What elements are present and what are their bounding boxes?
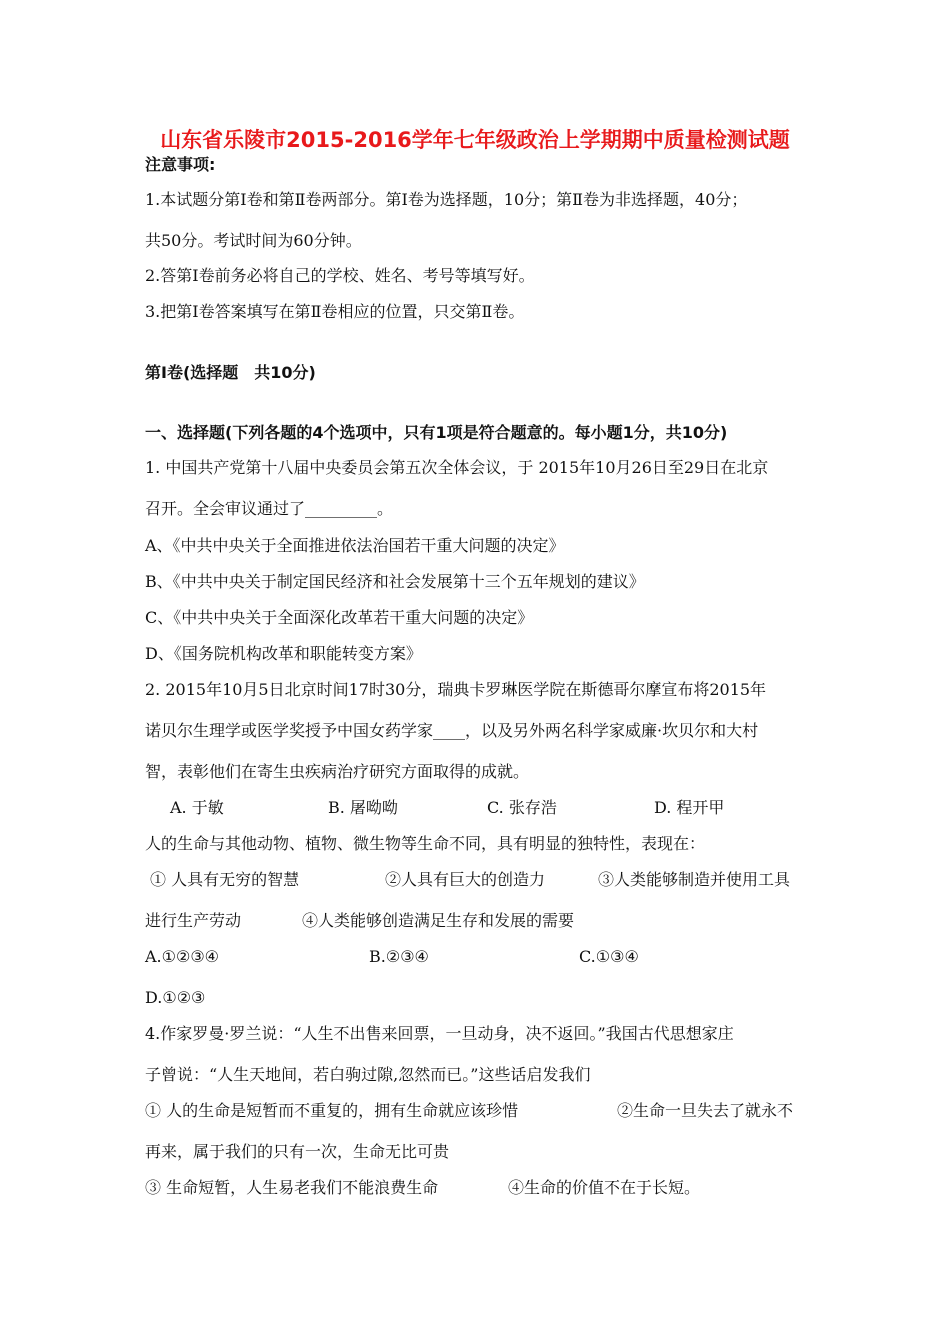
q3-option-d: D.①②③ — [145, 988, 206, 1007]
part1-heading: 第Ⅰ卷(选择题 共10分) — [145, 363, 316, 382]
q4-statement-1: ① 人的生命是短暂而不重复的，拥有生命就应该珍惜 — [145, 1101, 519, 1120]
notice-item: 共50分。考试时间为60分钟。 — [145, 231, 362, 250]
q3-option-a: A.①②③④ — [145, 947, 220, 966]
q2-stem-line: 智，表彰他们在寄生虫疾病治疗研究方面取得的成就。 — [145, 762, 530, 781]
q3-statement-4: ④人类能够创造满足生存和发展的需要 — [302, 911, 575, 930]
q4-stem-line: 子曾说：“人生天地间，若白驹过隙,忽然而已。”这些话启发我们 — [145, 1065, 591, 1084]
q1-stem-line: 1. 中国共产党第十八届中央委员会第五次全体会议，于 2015年10月26日至29日在北京 — [145, 458, 769, 477]
q1-option-c: C、《中共中央关于全面深化改革若干重大问题的决定》 — [145, 608, 534, 627]
q4-statement-3: ③ 生命短暂，人生易老我们不能浪费生命 — [145, 1178, 439, 1197]
q3-statement-1: ① 人具有无穷的智慧 — [150, 870, 300, 889]
q4-statement-2: ②生命一旦失去了就永不 — [617, 1101, 794, 1120]
notice-item: 3.把第Ⅰ卷答案填写在第Ⅱ卷相应的位置，只交第Ⅱ卷。 — [145, 302, 525, 321]
q4-stem-line: 4.作家罗曼·罗兰说：“人生不出售来回票，一旦动身，决不返回。”我国古代思想家庄 — [145, 1024, 734, 1043]
section1-heading: 一、选择题(下列各题的4个选项中，只有1项是符合题意的。每小题1分，共10分) — [145, 423, 728, 442]
notice-item: 2.答第Ⅰ卷前务必将自己的学校、姓名、考号等填写好。 — [145, 266, 535, 285]
q2-option-d: D. 程开甲 — [654, 798, 725, 817]
q3-option-c: C.①③④ — [579, 947, 639, 966]
page-title: 山东省乐陵市2015-2016学年七年级政治上学期期中质量检测试题 — [160, 128, 790, 152]
q3-stem: 人的生命与其他动物、植物、微生物等生命不同，具有明显的独特性，表现在： — [145, 834, 706, 853]
q3-statement-2: ②人具有巨大的创造力 — [385, 870, 546, 889]
q3-statement-3: ③人类能够制造并使用工具 — [598, 870, 791, 889]
notice-heading: 注意事项: — [145, 155, 216, 174]
q2-stem-line: 2. 2015年10月5日北京时间17时30分，瑞典卡罗琳医学院在斯德哥尔摩宣布将2015年 — [145, 680, 767, 699]
q1-stem-line: 召开。全会审议通过了_________。 — [145, 499, 394, 518]
q1-option-b: B、《中共中央关于制定国民经济和社会发展第十三个五年规划的建议》 — [145, 572, 645, 591]
q2-option-c: C. 张存浩 — [487, 798, 557, 817]
q4-statement-4: ④生命的价值不在于长短。 — [508, 1178, 701, 1197]
q2-stem-line: 诺贝尔生理学或医学奖授予中国女药学家____，以及另外两名科学家威廉·坎贝尔和大村 — [145, 721, 759, 740]
notice-item: 1.本试题分第Ⅰ卷和第Ⅱ卷两部分。第Ⅰ卷为选择题，10分；第Ⅱ卷为非选择题，40分； — [145, 190, 748, 209]
q4-statement-2-cont: 再来，属于我们的只有一次，生命无比可贵 — [145, 1142, 450, 1161]
q1-option-d: D、《国务院机构改革和职能转变方案》 — [145, 644, 422, 663]
q2-option-b: B. 屠呦呦 — [328, 798, 398, 817]
q1-option-a: A、《中共中央关于全面推进依法治国若干重大问题的决定》 — [145, 536, 565, 555]
q3-option-b: B.②③④ — [369, 947, 429, 966]
q3-statement-3-cont: 进行生产劳动 — [145, 911, 242, 930]
q2-option-a: A. 于敏 — [170, 798, 224, 817]
